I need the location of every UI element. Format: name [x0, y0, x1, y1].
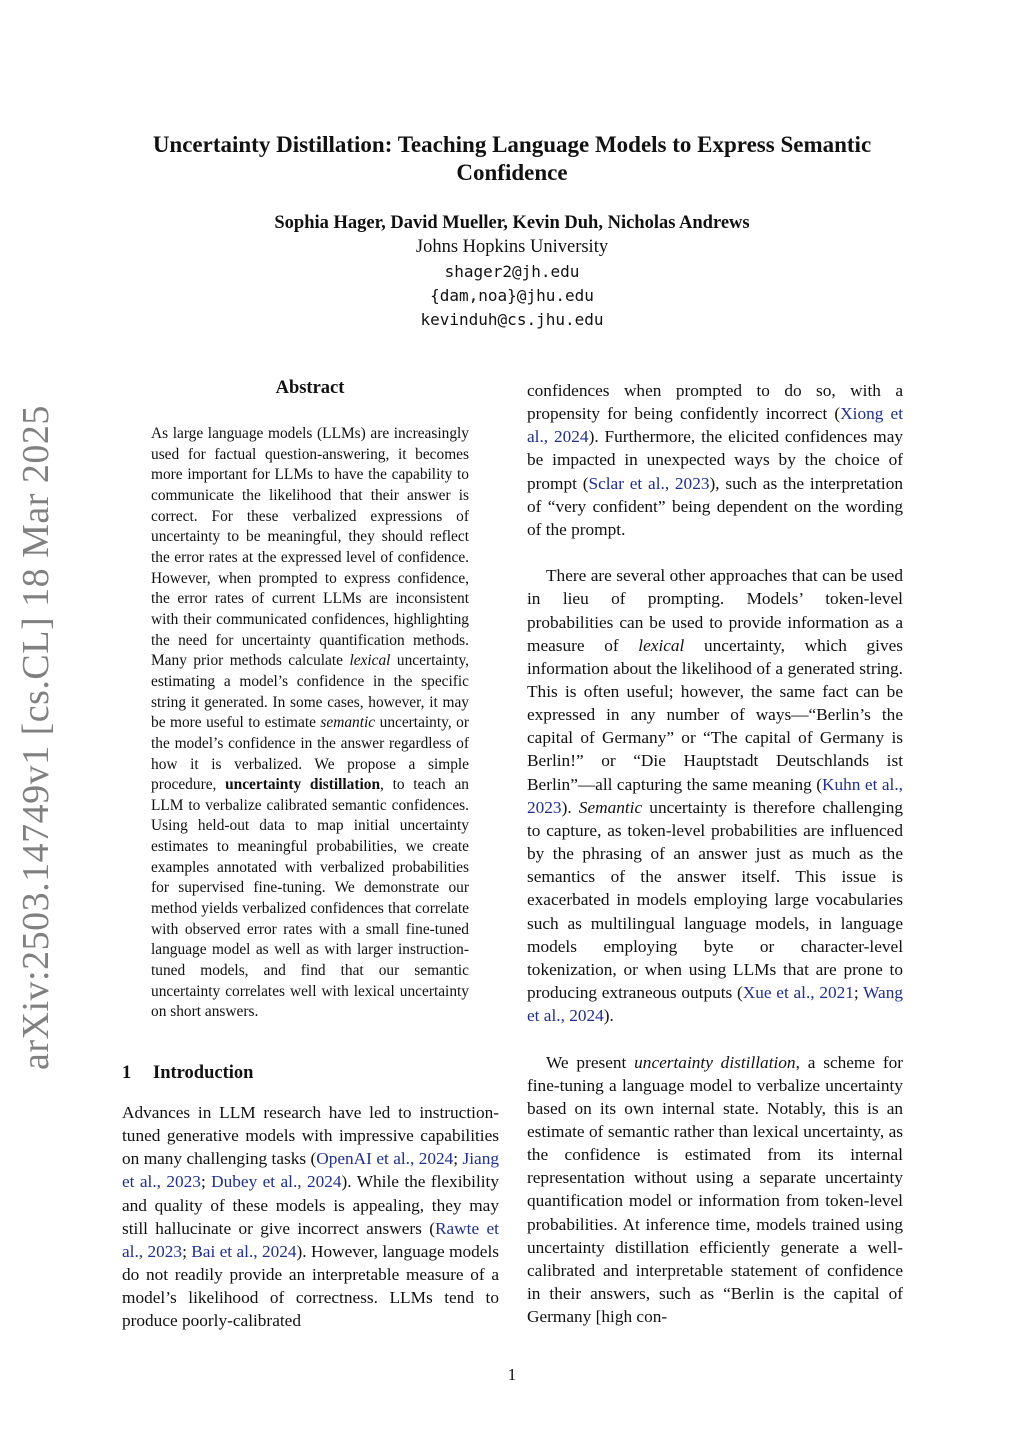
paper-title: Uncertainty Distillation: Teaching Language Models to Express Semantic Confidence: [152, 132, 872, 185]
affiliation: Johns Hopkins University: [415, 237, 609, 257]
method-name: uncertainty distillation: [225, 776, 381, 794]
arxiv-identifier-stamp: arXiv:2503.14749v1 [cs.CL] 18 Mar 2025: [15, 405, 57, 1070]
citation-link[interactable]: Sclar et al., 2023: [588, 473, 710, 493]
citation-link[interactable]: OpenAI et al., 2024: [316, 1149, 454, 1169]
emphasis-semantic: semantic: [320, 714, 376, 732]
citation-link[interactable]: Xue et al., 2021: [742, 983, 854, 1003]
citation-link[interactable]: Kuhn et al., 2023: [527, 774, 903, 817]
right-column: [527, 379, 903, 1352]
citation-link[interactable]: Wang et al., 2024: [527, 983, 903, 1026]
introduction-paragraph: Advances in LLM research have led to instruction-tuned generative models with impressive capabilities on many challenging tasks (OpenAI et al., 2024; Jiang et al., 2023; Dubey et al., 2024). While the flexibility and quality of these models is appealing, they may still hallucinate or give incorrect answers (Rawte et al., 2023; Bai et al., 2024). However, language models do not readily provide an interpretable measure of a model’s likelihood of correctness. LLMs tend to produce poorly-calibrated: [122, 1103, 500, 1331]
paragraph-continuation: confidences when prompted to do so, with a propensity for being confidently incorrect (Xiong et al., 2024). Furthermore, the elicited confidences may be impacted in unexpected ways by the choice of prompt (Sclar et al., 2023), such as the interpretation of “very confident” being dependent on the wording of the prompt.: [527, 381, 903, 539]
email-address[interactable]: shager2@jh.edu: [444, 262, 580, 281]
page-number: 1: [507, 1365, 517, 1384]
section-title: Introduction: [153, 1063, 254, 1083]
abstract-heading: Abstract: [275, 378, 345, 398]
citation-link[interactable]: Bai et al., 2024: [191, 1241, 297, 1261]
citation-link[interactable]: Dubey et al., 2024: [211, 1172, 342, 1192]
email-address[interactable]: kevinduh@cs.jhu.edu: [420, 310, 604, 329]
citation-link[interactable]: Rawte et al., 2023: [122, 1218, 499, 1261]
citation-link[interactable]: Xiong et al., 2024: [527, 404, 903, 447]
paragraph-approaches: There are several other approaches that can be used in lieu of prompting. Models’ token-level probabilities can be used to provide information as a measure of lexical uncertainty, which gives information about the likelihood of a generated string. This is often useful; however, the same fact can be expressed in any number of ways—“Berlin’s the capital of Germany” or “The capital of Germany is Berlin!” or “Die Hauptstadt Deutschlands ist Berlin”—all capturing the same meaning (Kuhn et al., 2023). Semantic uncertainty is therefore challenging to capture, as token-level probabilities are influenced by the phrasing of an answer just as much as the semantics of the answer itself. This issue is exacerbated in models employing large vocabularies such as multilingual language models, in language models employing byte or character-level tokenization, or when using LLMs that are prone to producing extraneous outputs (Xue et al., 2021; Wang et al., 2024).: [527, 566, 903, 1026]
paragraph-contribution: We present uncertainty distillation, a scheme for fine-tuning a language model to verbalize uncertainty based on its own internal state. Notably, this is an estimate of semantic rather than lexical uncertainty, as the confidence is estimated from its internal representation without using a separate uncertainty quantification model or information from token-level probabilities. At inference time, models trained using uncertainty distillation efficiently generate a well-calibrated and interpretable statement of confidence in their answers, such as “Berlin is the capital of Germany [high con-: [527, 1052, 904, 1327]
citation-link[interactable]: Jiang et al., 2023: [122, 1149, 499, 1192]
author-list: Sophia Hager, David Mueller, Kevin Duh, Nicholas Andrews: [274, 213, 750, 233]
emphasis-lexical: lexical: [349, 652, 391, 670]
abstract-body: As large language models (LLMs) are increasingly used for factual question-answering, it becomes more important for LLMs to have the capability to communicate the likelihood that their answer is correct. For these verbalized expressions of uncertainty to be meaningful, they should reflect the error rates at the expressed level of confidence. However, when prompted to express confidence, the error rates of current LLMs are inconsistent with their communicated confidences, highlighting the need for uncertainty quantification methods. Many prior methods calculate lexical uncertainty, estimating a model’s confidence in the specific string it generated. In some cases, however, it may be more useful to estimate semantic uncertainty, or the model’s confidence in the answer regardless of how it is verbalized. We propose a simple procedure, uncertainty distillation, to teach an LLM to verbalize calibrated semantic confidences. Using held-out data to map initial uncertainty estimates to meaningful probabilities, we create examples annotated with verbalized probabilities for supervised fine-tuning. We demonstrate our method yields verbalized confidences that correlate with observed error rates with a small fine-tuned language model as well as with larger instruction-tuned models, and find that our semantic uncertainty correlates well with lexical uncertainty on short answers.: [151, 425, 469, 1021]
section-number: 1: [122, 1063, 132, 1083]
section-heading-introduction: [122, 1063, 502, 1084]
email-address[interactable]: {dam,noa}@jhu.edu: [430, 286, 594, 305]
